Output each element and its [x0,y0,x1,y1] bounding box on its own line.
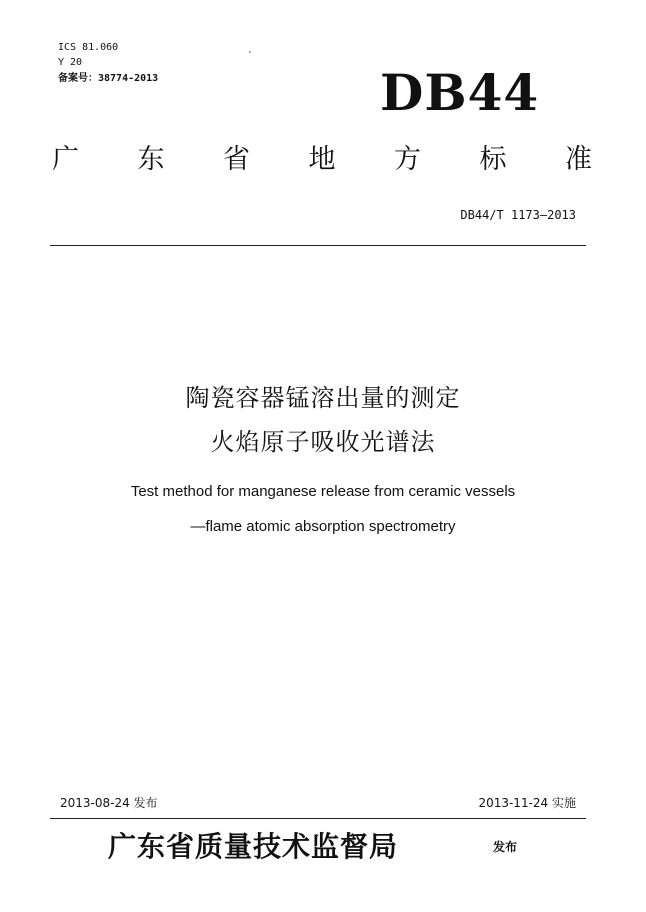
standard-type-char: 省 [223,144,250,175]
standard-type-char: 地 [308,144,336,175]
issuing-authority: 广东省质量技术监督局 [108,830,399,863]
standard-code-logo: DB44 [380,63,540,122]
title-chinese-line1: 陶瓷容器锰溶出量的测定 [185,384,461,412]
title-chinese-line2: 火焰原子吸收光谱法 [210,428,436,456]
standard-type-heading [52,140,592,180]
standard-type-char: 东 [137,144,165,175]
scan-speck [249,51,251,53]
standard-type-char: 方 [394,144,421,175]
ics-code: ICS 81.060 [58,42,119,53]
classification-code: Y 20 [58,57,83,68]
standard-number: DB44/T 1173—2013 [460,208,576,222]
standard-type-char: 准 [565,144,592,175]
issue-date: 2013-08-24 发布 [60,796,158,810]
record-number: 备案号：38774-2013 [58,73,159,84]
standard-type-char: 广 [52,144,79,175]
footer-divider [50,818,586,819]
issue-label: 发布 [493,840,518,854]
title-english-line1: Test method for manganese release from ceramic vessels [130,483,516,500]
implementation-date: 2013-11-24 实施 [478,796,576,810]
header-divider [50,245,586,246]
standard-type-char: 标 [479,144,507,175]
title-english-line2: —flame atomic absorption spectrometry [190,518,456,535]
